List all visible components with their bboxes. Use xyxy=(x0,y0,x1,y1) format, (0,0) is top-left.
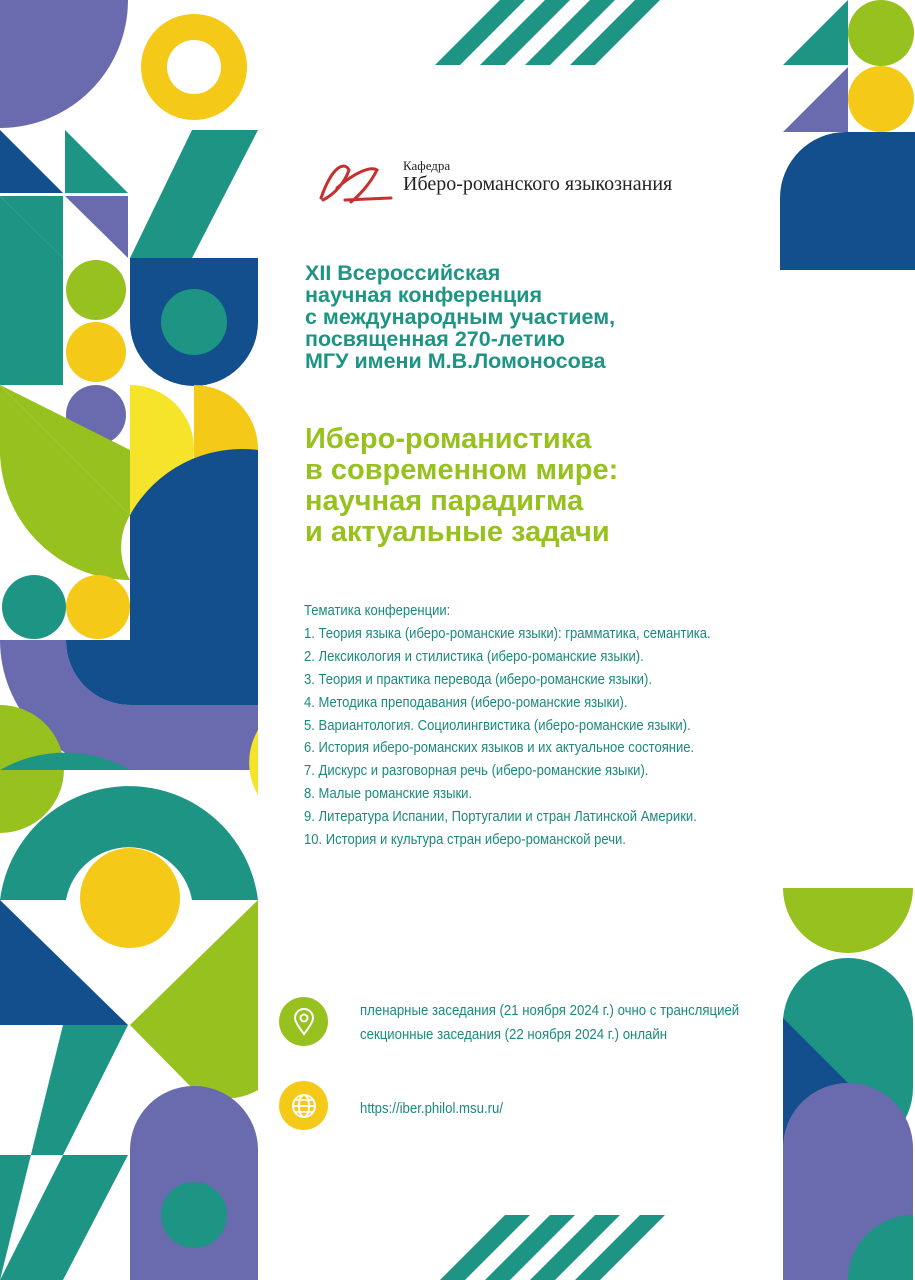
heading-line: посвященная 270-летию xyxy=(305,327,566,351)
department-emblem-icon xyxy=(315,158,393,206)
heading-line: МГУ имени М.В.Ломоносова xyxy=(305,349,606,373)
heading-line: научная конференция xyxy=(305,283,542,307)
topic-item: 2. Лексикология и стилистика (иберо-романские языки). xyxy=(304,648,644,665)
department-name: Иберо-романского языкознания xyxy=(403,173,673,195)
website-link[interactable]: https://iber.philol.msu.ru/ xyxy=(360,1100,504,1117)
topic-item: 1. Теория языка (иберо-романские языки): грамматика, семантика. xyxy=(304,625,711,642)
topic-item: 3. Теория и практика перевода (иберо-романские языки). xyxy=(304,671,652,688)
conference-title xyxy=(305,424,785,548)
topic-item: 6. История иберо-романских языков и их актуальное состояние. xyxy=(304,740,695,757)
title-line: и актуальные задачи xyxy=(305,516,610,548)
venue-sections: секционные заседания (22 ноября 2024 г.) онлайн xyxy=(360,1026,668,1043)
topics-list xyxy=(304,600,727,852)
title-line: научная парадигма xyxy=(305,485,584,517)
title-line: в современном мире: xyxy=(305,454,619,486)
topic-item: 5. Вариантология. Социолингвистика (иберо-романские языки). xyxy=(304,717,691,734)
topic-item: 9. Литература Испании, Португалии и стран Латинской Америки. xyxy=(304,809,697,826)
venue-plenary: пленарные заседания (21 ноября 2024 г.) очно с трансляцией xyxy=(360,1002,740,1019)
title-line: Иберо-романистика xyxy=(305,423,592,455)
venue-info xyxy=(360,999,739,1047)
globe-icon xyxy=(290,1092,318,1120)
topic-item: 4. Методика преподавания (иберо-романские языки). xyxy=(304,694,628,711)
topic-item: 8. Малые романские языки. xyxy=(304,786,473,803)
department-prefix: Кафедра xyxy=(403,158,451,173)
heading-line: с международным участием, xyxy=(305,305,616,329)
location-pin-icon xyxy=(293,1008,315,1036)
location-badge xyxy=(279,997,328,1046)
website-badge xyxy=(279,1081,328,1130)
topic-item: 10. История и культура стран иберо-романской речи. xyxy=(304,832,626,849)
conference-heading xyxy=(305,262,785,372)
heading-line: XII Всероссийская xyxy=(305,261,501,285)
topics-label: Тематика конференции: xyxy=(304,603,451,619)
topic-item: 7. Дискурс и разговорная речь (иберо-романские языки). xyxy=(304,763,649,780)
